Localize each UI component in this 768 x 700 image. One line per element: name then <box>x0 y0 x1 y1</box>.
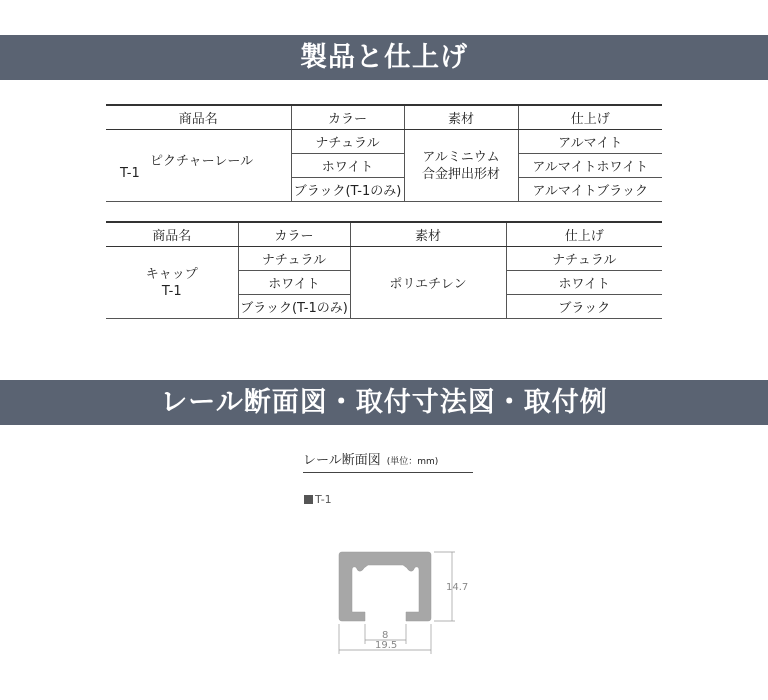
color-cell: ブラック(T-1のみ) <box>291 178 404 202</box>
slot-dimension-label: 8 <box>382 630 389 641</box>
finish-cell: ホワイト <box>506 271 662 295</box>
products-table-cap <box>106 221 662 319</box>
header-color: カラー <box>238 222 350 247</box>
products-table-rail <box>106 104 662 202</box>
product-name-cell <box>106 247 238 319</box>
product-name-cell <box>106 130 291 202</box>
material-line2: 合金押出形材 <box>421 166 500 182</box>
header-material: 素材 <box>404 105 518 130</box>
header-finish: 仕上げ <box>506 222 662 247</box>
color-cell: ブラック(T-1のみ) <box>238 295 350 319</box>
table-header-row <box>106 222 662 247</box>
finish-cell: アルマイトブラック <box>518 178 662 202</box>
model-tag <box>304 493 332 506</box>
section-drawing-title: レール断面図 <box>303 453 381 468</box>
color-cell: ナチュラル <box>238 247 350 271</box>
drawings-section-title: レール断面図・取付寸法図・取付例 <box>160 387 608 418</box>
section-drawing-heading <box>303 449 473 473</box>
header-product-name: 商品名 <box>106 222 238 247</box>
finish-cell: アルマイト <box>518 130 662 154</box>
material-cell <box>404 130 518 202</box>
rail-cross-section-drawing <box>330 548 470 658</box>
header-finish: 仕上げ <box>518 105 662 130</box>
header-material: 素材 <box>350 222 506 247</box>
height-dimension-label: 14.7 <box>446 582 469 593</box>
product-name: ピクチャーレール <box>150 154 254 169</box>
header-color: カラー <box>291 105 404 130</box>
rail-profile-shape <box>339 552 431 621</box>
finish-cell: ナチュラル <box>506 247 662 271</box>
material-cell: ポリエチレン <box>350 247 506 319</box>
product-model: T-1 <box>161 283 182 299</box>
product-name: キャップ <box>145 266 198 282</box>
square-bullet-icon <box>304 495 313 504</box>
product-model: T-1 <box>120 166 140 181</box>
width-dimension-label: 19.5 <box>375 640 398 651</box>
color-cell: ホワイト <box>291 154 404 178</box>
color-cell: ナチュラル <box>291 130 404 154</box>
table-row <box>106 130 662 154</box>
finish-cell: アルマイトホワイト <box>518 154 662 178</box>
table-row <box>106 247 662 271</box>
finish-cell: ブラック <box>506 295 662 319</box>
header-product-name: 商品名 <box>106 105 291 130</box>
material-line1: アルミニウム <box>422 149 500 165</box>
products-section-title: 製品と仕上げ <box>300 42 468 73</box>
unit-label: (単位：mm) <box>386 457 439 467</box>
model-tag-label: T-1 <box>315 493 332 506</box>
drawings-section-banner <box>0 380 768 425</box>
table-header-row <box>106 105 662 130</box>
color-cell: ホワイト <box>238 271 350 295</box>
products-section-banner <box>0 35 768 80</box>
